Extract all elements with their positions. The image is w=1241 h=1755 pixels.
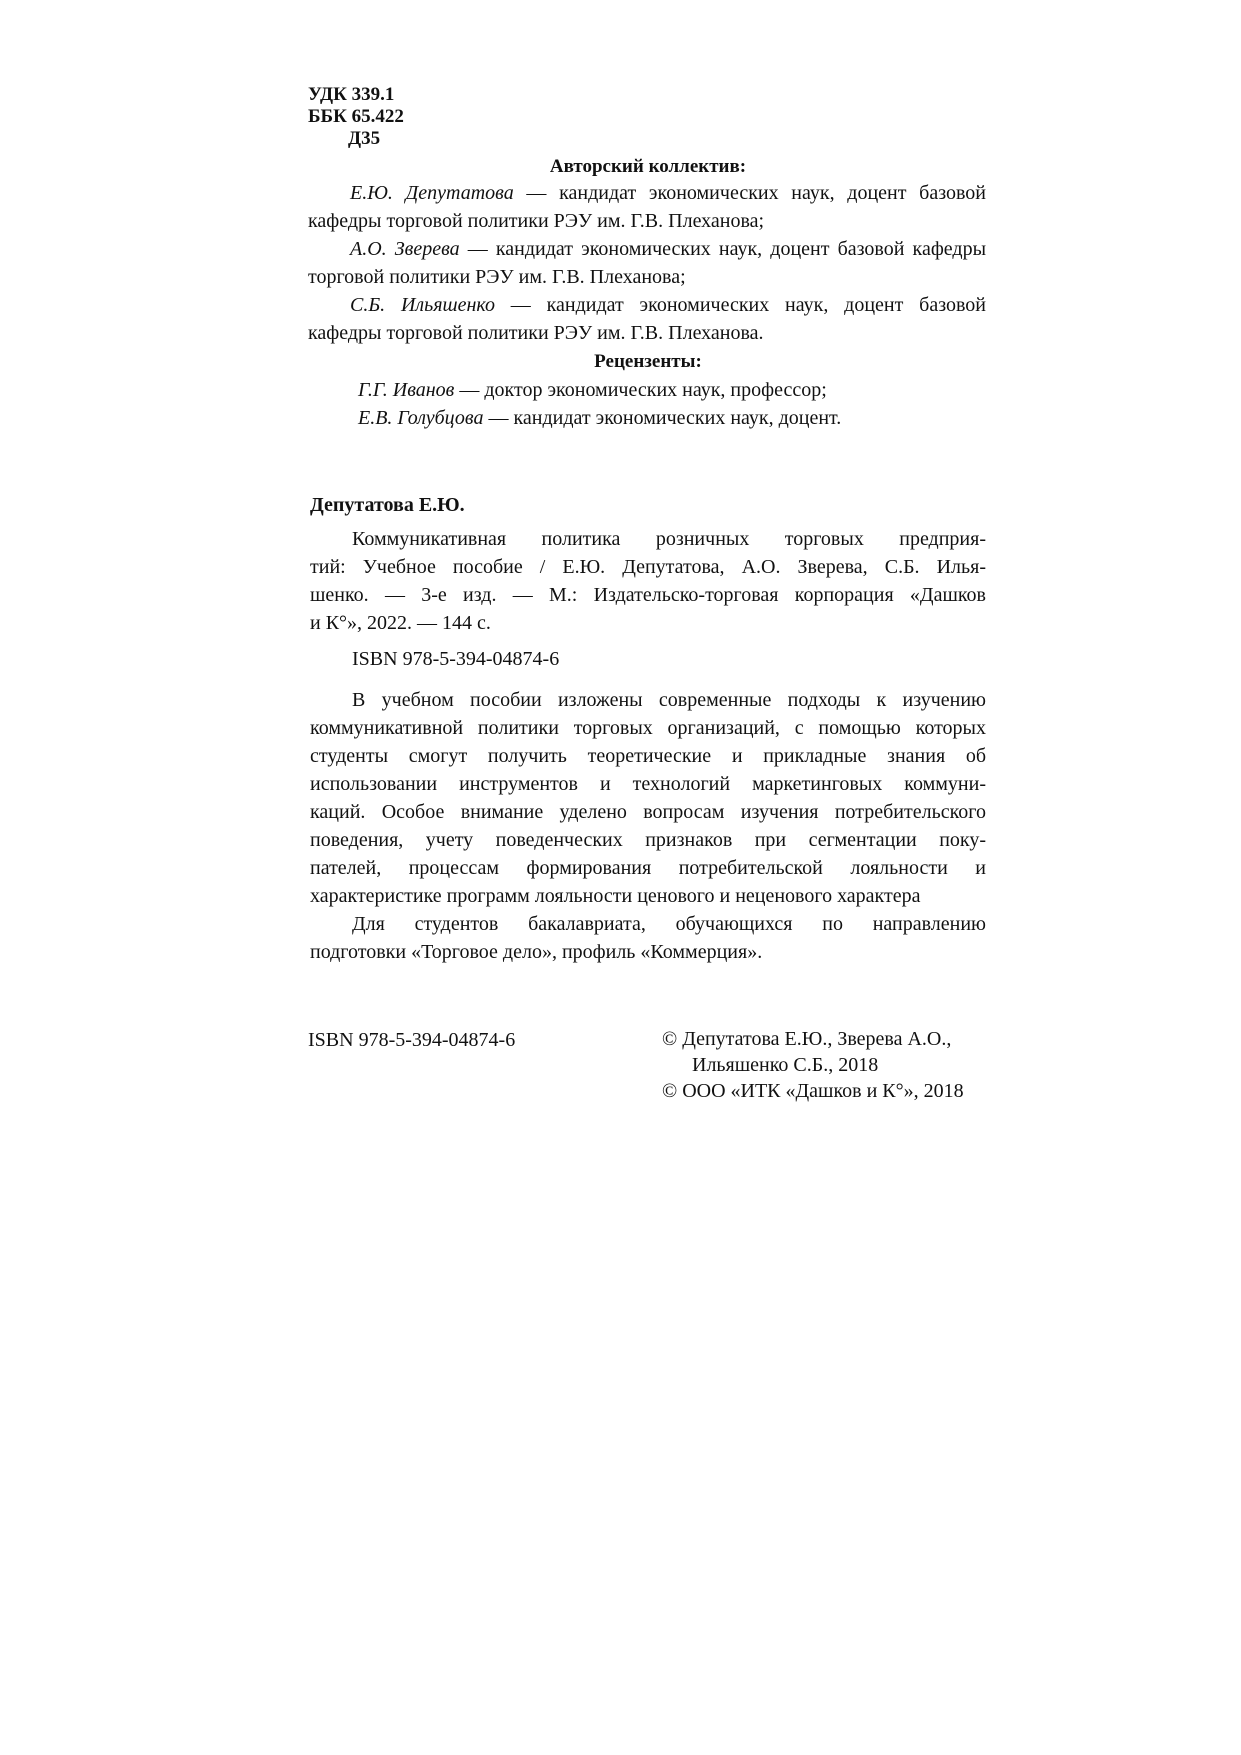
annotation [310, 686, 986, 966]
annotation-line: студенты смогут получить теоретические и прикладные знания об [310, 745, 986, 767]
reviewer-name: Г.Г. Иванов [358, 379, 455, 401]
author-entry-2-line1 [308, 235, 986, 263]
biblio-line: шенко. — 3-е изд. — М.: Издательско-торговая корпорация «Дашков [310, 584, 986, 606]
biblio-line: тий: Учебное пособие / Е.Ю. Депутатова, А.О. Зверева, С.Б. Илья- [310, 556, 986, 578]
author-name: Е.Ю. Депутатова [350, 182, 514, 204]
copyright-publisher: © ООО «ИТК «Дашков и К°», 2018 [662, 1080, 964, 1102]
author-name: С.Б. Ильяшенко [350, 294, 495, 316]
author-entry-3-line1 [308, 291, 986, 319]
annotation-line: характеристике программ лояльности ценового и неценового характера [310, 885, 921, 907]
bibliographic-record [310, 491, 986, 673]
copyright-authors: © Депутатова Е.Ю., Зверева А.О., [662, 1028, 952, 1050]
annotation-line: использовании инструментов и технологий маркетинговых коммуни- [310, 773, 986, 795]
biblio-line: и К°», 2022. — 144 с. [310, 612, 491, 634]
authors-list [308, 179, 986, 347]
author-entry-3-line2: кафедры торговой политики РЭУ им. Г.В. Плеханова. [308, 322, 764, 344]
author-entry-2-line2: торговой политики РЭУ им. Г.В. Плеханова; [308, 266, 686, 288]
udk-code: УДК 339.1 [308, 84, 395, 105]
biblio-line: Коммуникативная политика розничных торговых предприя- [352, 528, 986, 550]
reviewer-entry-1 [358, 376, 998, 404]
reviewer-credentials: — кандидат экономических наук, доцент. [483, 407, 842, 429]
author-credentials: — кандидат экономических наук, доцент базовой кафедры [459, 238, 986, 260]
annotation-line: Для студентов бакалавриата, обучающихся по направлению [352, 913, 986, 935]
reviewer-entry-2 [358, 404, 998, 432]
annotation-line: коммуникативной политики торговых организаций, с помощью которых [310, 717, 986, 739]
annotation-line: В учебном пособии изложены современные подходы к изучению [352, 689, 986, 711]
reviewer-name: Е.В. Голубцова [358, 407, 484, 429]
footer-isbn: ISBN 978-5-394-04874-6 [308, 1029, 516, 1051]
copyright-block [662, 1026, 964, 1104]
annotation-line: каций. Особое внимание уделено вопросам изучения потребительского [310, 801, 986, 823]
reviewers-heading: Рецензенты: [594, 351, 702, 372]
annotation-line: поведения, учету поведенческих признаков при сегментации поку- [310, 829, 986, 851]
author-sign: Д35 [348, 128, 381, 149]
bbk-code: ББК 65.422 [308, 106, 404, 127]
authors-heading: Авторский коллектив: [549, 156, 747, 177]
reviewer-credentials: — доктор экономических наук, профессор; [454, 379, 827, 401]
author-credentials: — кандидат экономических наук, доцент базовой [513, 182, 986, 204]
author-entry-1-line1 [308, 179, 986, 207]
annotation-line: подготовки «Торговое дело», профиль «Коммерция». [310, 941, 763, 963]
reviewers-list [358, 376, 998, 432]
author-entry-1-line2: кафедры торговой политики РЭУ им. Г.В. Плеханова; [308, 210, 765, 232]
author-name: А.О. Зверева [350, 238, 460, 260]
classification-codes [308, 84, 404, 150]
copyright-authors-cont: Ильяшенко С.Б., 2018 [692, 1054, 879, 1076]
author-credentials: — кандидат экономических наук, доцент базовой [495, 294, 986, 316]
biblio-isbn: ISBN 978-5-394-04874-6 [352, 648, 560, 670]
annotation-line: пателей, процессам формирования потребительской лояльности и [310, 857, 986, 879]
biblio-author: Депутатова Е.Ю. [310, 494, 465, 516]
